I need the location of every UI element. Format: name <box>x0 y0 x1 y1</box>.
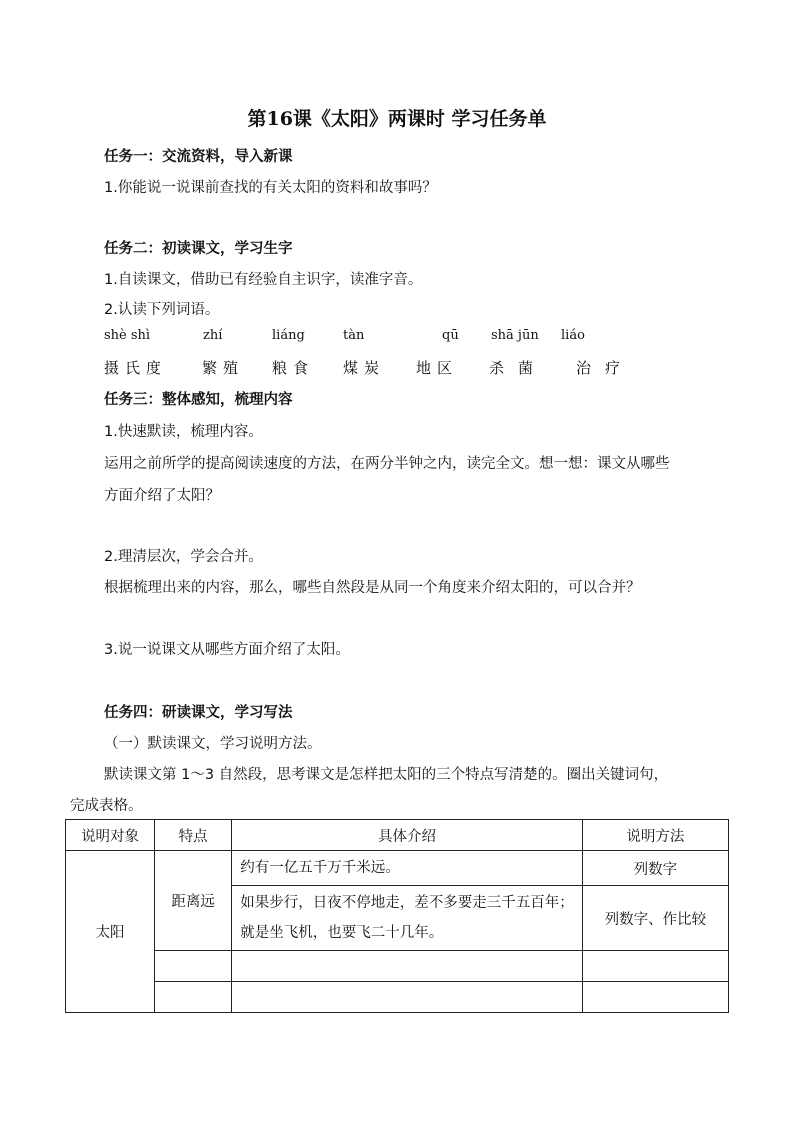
table-row <box>66 851 729 886</box>
task3-heading: 任务三：整体感知，梳理内容 <box>104 392 293 408</box>
task3-item1-text2: 方面介绍了太阳？ <box>104 488 220 504</box>
cell-object: 太阳 <box>66 851 155 1013</box>
task3-item2: 2.理清层次，学会合并。 <box>104 549 263 565</box>
pinyin-shajun: shā jūn <box>491 328 539 343</box>
cell-feature: 距离远 <box>155 851 232 951</box>
pinyin-tan: tàn <box>343 328 365 343</box>
word-fanzhi: 繁殖 <box>202 359 245 377</box>
task3-item3: 3.说一说课文从哪些方面介绍了太阳。 <box>104 642 350 658</box>
task3-item2-text: 根据梳理出来的内容，那么，哪些自然段是从同一个角度来介绍太阳的，可以合并？ <box>104 580 641 596</box>
cell-detail-empty-2 <box>232 982 583 1013</box>
page-title: 第16课《太阳》两课时 学习任务单 <box>247 108 547 130</box>
task2-item1: 1.自读课文，借助已有经验自主识字，读准字音。 <box>104 272 423 288</box>
task3-item1: 1.快速默读，梳理内容。 <box>104 424 263 440</box>
task1-question: 1.你能说一说课前查找的有关太阳的资料和故事吗？ <box>104 180 437 196</box>
header-method: 说明方法 <box>582 820 728 851</box>
task4-line2: 完成表格。 <box>70 798 143 814</box>
word-meitan: 煤炭 <box>343 359 386 377</box>
cell-detail-2: 如果步行，日夜不停地走，差不多要走三千五百年；就是坐飞机，也要飞二十几年。 <box>232 886 583 951</box>
table-header-row <box>66 820 729 851</box>
cell-method-1: 列数字 <box>582 851 728 886</box>
table-row <box>66 951 729 982</box>
cell-detail-empty-1 <box>232 951 583 982</box>
word-shajun: 杀菌 <box>489 359 548 377</box>
cell-method-2: 列数字、作比较 <box>582 886 728 951</box>
pinyin-liao: liáo <box>561 328 585 343</box>
header-feature: 特点 <box>155 820 232 851</box>
header-detail: 具体介绍 <box>232 820 583 851</box>
word-liangshi: 粮食 <box>272 359 315 377</box>
header-object: 说明对象 <box>66 820 155 851</box>
word-sheshidu: 摄氏度 <box>104 359 168 377</box>
cell-method-empty-2 <box>582 982 728 1013</box>
task2-heading: 任务二：初读课文，学习生字 <box>104 241 293 257</box>
task4-line1: 默读课文第 1～3 自然段，思考课文是怎样把太阳的三个特点写清楚的。圈出关键词句， <box>104 767 669 783</box>
method-table <box>65 819 729 1013</box>
task4-heading: 任务四：研读课文，学习写法 <box>104 705 293 721</box>
cell-feature-empty-1 <box>155 951 232 982</box>
word-zhiliao: 治疗 <box>576 359 635 377</box>
table-row <box>66 982 729 1013</box>
pinyin-zhi: zhí <box>203 328 223 343</box>
cell-feature-empty-2 <box>155 982 232 1013</box>
pinyin-qu: qū <box>442 328 459 343</box>
pinyin-sheshi: shè shì <box>104 328 151 343</box>
cell-method-empty-1 <box>582 951 728 982</box>
task4-sub1: （一）默读课文，学习说明方法。 <box>104 736 322 752</box>
task3-item1-text1: 运用之前所学的提高阅读速度的方法，在两分半钟之内，读完全文。想一想：课文从哪些 <box>104 456 670 472</box>
pinyin-liang: liáng <box>272 328 305 343</box>
task1-heading: 任务一：交流资料，导入新课 <box>104 149 293 165</box>
task2-item2: 2.认读下列词语。 <box>104 302 220 318</box>
cell-detail-1: 约有一亿五千万千米远。 <box>232 851 583 886</box>
word-diqu: 地区 <box>416 359 459 377</box>
